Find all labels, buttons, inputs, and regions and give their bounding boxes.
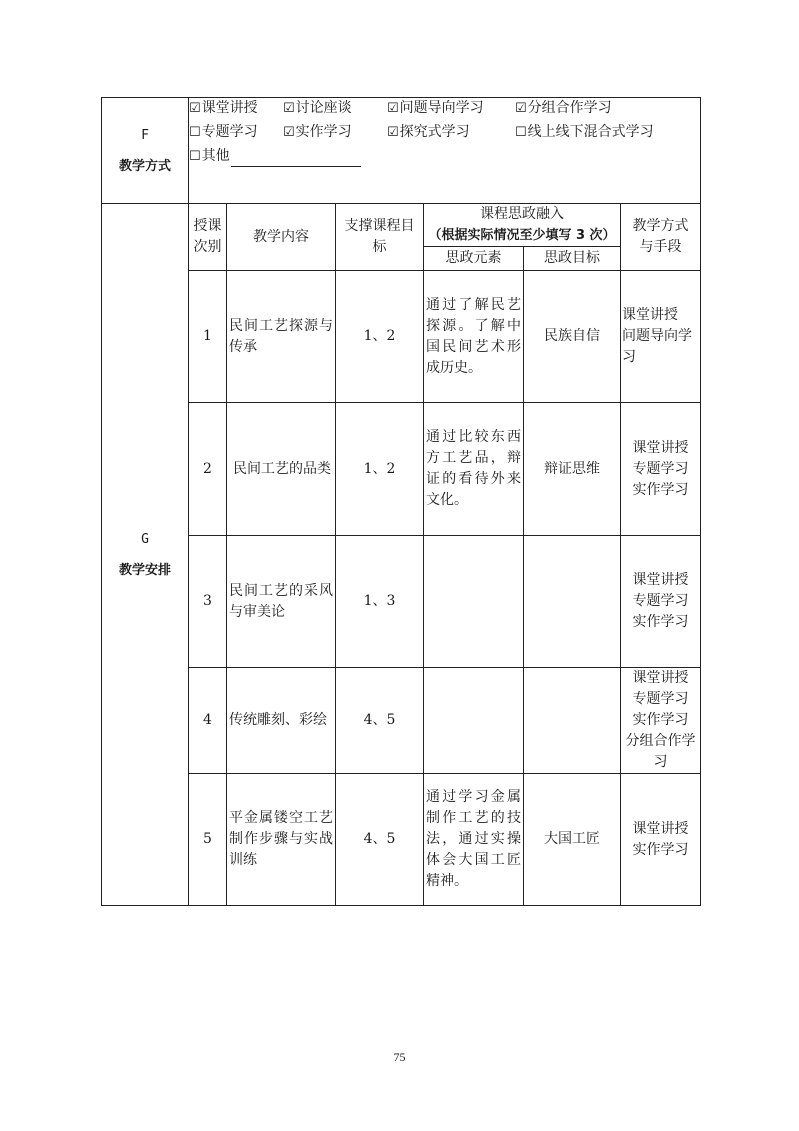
option-problem-based[interactable] <box>387 98 484 119</box>
methods-row-1 <box>189 98 700 122</box>
methods-row-3 <box>189 146 700 170</box>
header-element: 思政元素 <box>424 247 524 271</box>
option-discussion[interactable] <box>283 98 352 119</box>
checkbox-icon[interactable]: ☑ <box>283 125 295 140</box>
row-goal: 1、3 <box>336 536 424 668</box>
page-number: 75 <box>393 1050 406 1064</box>
row-method: 课堂讲授 实作学习 <box>621 774 701 906</box>
option-label: 课堂讲授 <box>201 100 258 116</box>
option-other[interactable] <box>189 146 361 167</box>
option-inquiry[interactable] <box>387 122 470 143</box>
checkbox-icon[interactable]: ☑ <box>387 125 399 140</box>
row-goal: 4、5 <box>336 668 424 774</box>
option-topic-study[interactable] <box>189 122 258 143</box>
methods-row-2 <box>189 122 700 146</box>
row-number: 5 <box>189 774 227 906</box>
checkbox-icon[interactable]: ☑ <box>515 101 527 116</box>
header-ideology-note: （根据实际情况至少填写 3 次） <box>428 228 616 243</box>
table-row <box>102 403 701 536</box>
section-f-row <box>102 98 701 204</box>
section-f-code: F <box>141 127 149 143</box>
checkbox-icon[interactable]: ☑ <box>283 101 295 116</box>
row-number: 3 <box>189 536 227 668</box>
row-content: 传统雕刻、彩绘 <box>227 668 336 774</box>
row-content: 平金属镂空工艺制作步骤与实战训练 <box>227 774 336 906</box>
checkbox-icon[interactable]: ☐ <box>515 125 527 140</box>
header-ideology <box>424 204 621 247</box>
schedule-header-row-1 <box>102 204 701 247</box>
row-method: 课堂讲授 专题学习 实作学习 <box>621 403 701 536</box>
option-label: 探究式学习 <box>399 124 470 140</box>
row-element <box>424 668 524 774</box>
row-element <box>424 536 524 668</box>
option-blended[interactable] <box>515 122 654 143</box>
row-number: 2 <box>189 403 227 536</box>
section-f-name: 教学方式 <box>118 158 171 174</box>
table-row <box>102 271 701 403</box>
option-label: 问题导向学习 <box>399 100 484 116</box>
row-element: 通过学习金属制作工艺的技法，通过实操体会大国工匠精神。 <box>424 774 524 906</box>
row-target: 辩证思维 <box>524 403 621 536</box>
option-practice[interactable] <box>283 122 352 143</box>
row-method: 课堂讲授 问题导向学习 <box>621 271 701 403</box>
table-row <box>102 668 701 774</box>
row-content: 民间工艺的采风与审美论 <box>227 536 336 668</box>
row-element: 通过比较东西方工艺品，辩证的看待外来文化。 <box>424 403 524 536</box>
option-lecture[interactable] <box>189 98 258 119</box>
row-target: 大国工匠 <box>524 774 621 906</box>
option-label: 分组合作学习 <box>527 100 612 116</box>
option-label: 实作学习 <box>295 124 352 140</box>
option-label: 其他 <box>201 148 230 164</box>
row-number: 4 <box>189 668 227 774</box>
row-target: 民族自信 <box>524 271 621 403</box>
header-method: 教学方式与手段 <box>621 204 701 271</box>
header-content: 教学内容 <box>227 204 336 271</box>
course-table <box>101 97 701 906</box>
row-element: 通过了解民艺探源。了解中国民间艺术形成历史。 <box>424 271 524 403</box>
section-f-label <box>102 98 189 204</box>
section-g-code: G <box>141 531 149 547</box>
table-row <box>102 536 701 668</box>
checkbox-icon[interactable]: ☐ <box>189 149 201 164</box>
row-goal: 1、2 <box>336 271 424 403</box>
row-content: 民间工艺探源与传承 <box>227 271 336 403</box>
option-label: 专题学习 <box>201 124 258 140</box>
header-ideology-title: 课程思政融入 <box>480 206 564 222</box>
checkbox-icon[interactable]: ☐ <box>189 125 201 140</box>
row-number: 1 <box>189 271 227 403</box>
row-content: 民间工艺的品类 <box>227 403 336 536</box>
section-g-name: 教学安排 <box>118 562 171 578</box>
other-fill-line[interactable] <box>231 150 361 167</box>
option-label: 线上线下混合式学习 <box>527 124 654 140</box>
row-method: 课堂讲授 专题学习 实作学习 分组合作学习 <box>621 668 701 774</box>
row-method: 课堂讲授 专题学习 实作学习 <box>621 536 701 668</box>
option-label: 讨论座谈 <box>295 100 352 116</box>
teaching-methods-options <box>189 98 701 204</box>
row-goal: 4、5 <box>336 774 424 906</box>
section-g-label <box>102 204 189 906</box>
row-target <box>524 536 621 668</box>
option-group-cooperation[interactable] <box>515 98 612 119</box>
checkbox-icon[interactable]: ☑ <box>189 101 201 116</box>
header-session: 授课次别 <box>189 204 227 271</box>
row-target <box>524 668 621 774</box>
checkbox-icon[interactable]: ☑ <box>387 101 399 116</box>
header-target: 思政目标 <box>524 247 621 271</box>
header-goal: 支撑课程目标 <box>336 204 424 271</box>
row-goal: 1、2 <box>336 403 424 536</box>
table-row <box>102 774 701 906</box>
